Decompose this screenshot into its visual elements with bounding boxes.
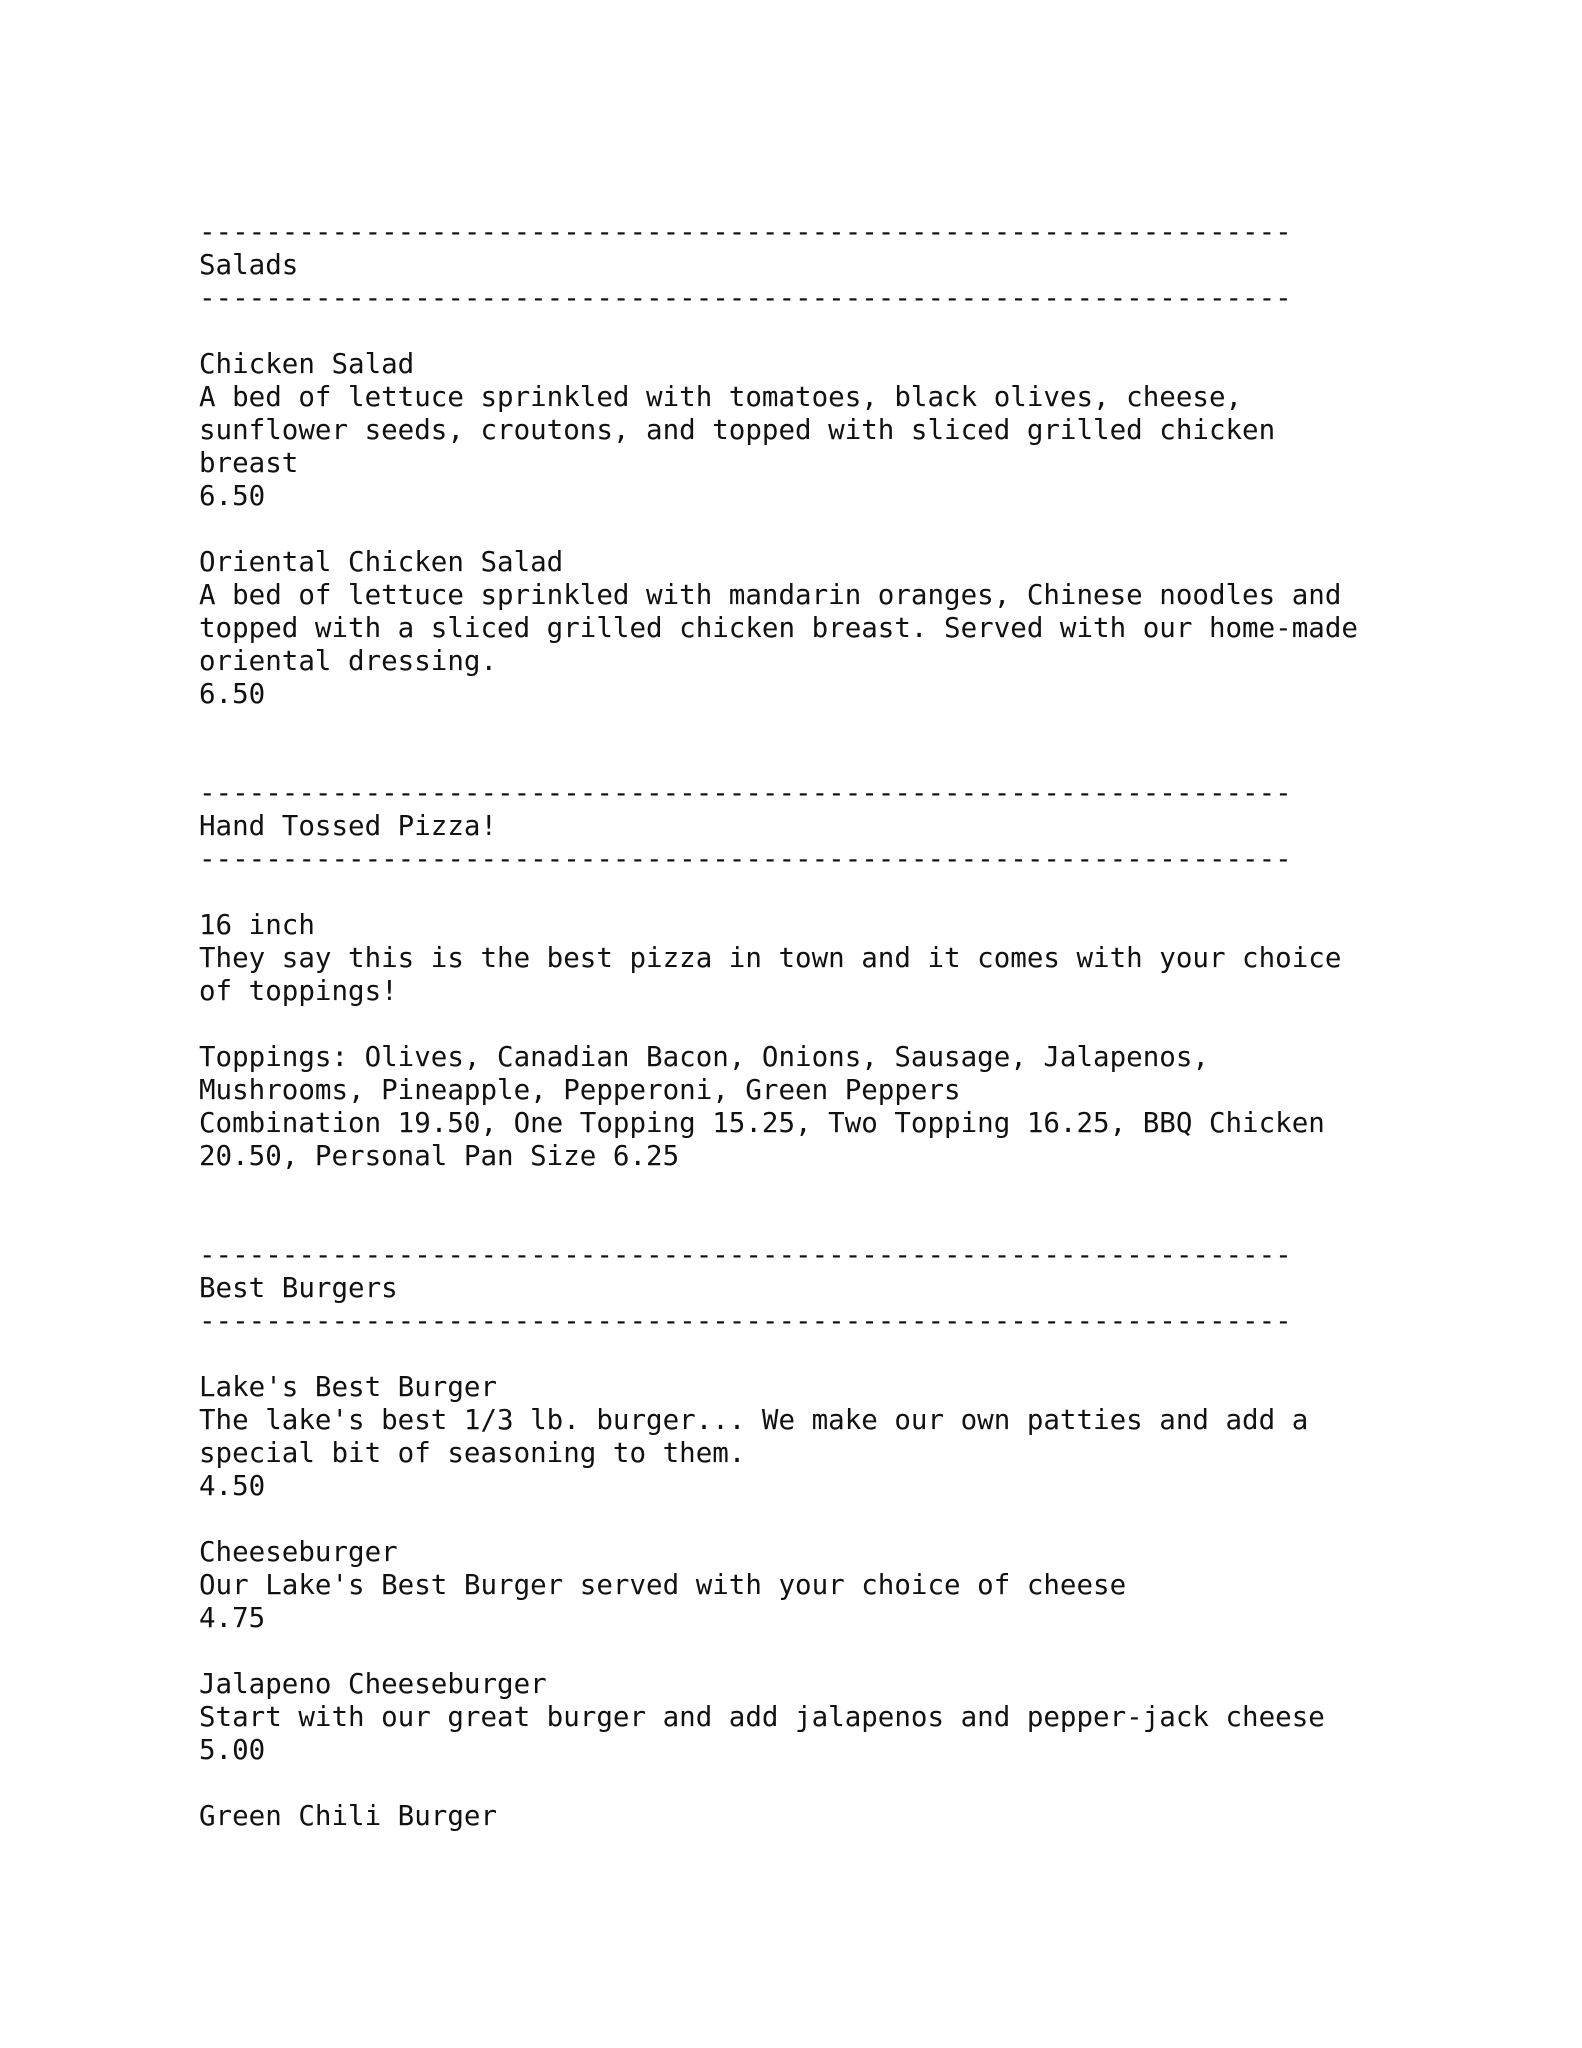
section-title-salads: Salads [199,249,299,281]
item-name: Jalapeno Cheeseburger [199,1668,547,1700]
item-details: Toppings: Olives, Canadian Bacon, Onions, Sausage, Jalapenos, [199,1041,1209,1073]
item-name: Chicken Salad [199,348,415,380]
item-details: Combination 19.50, One Topping 15.25, Two Topping 16.25, BBQ Chicken [199,1107,1325,1139]
item-details: Mushrooms, Pineapple, Pepperoni, Green Peppers [199,1074,961,1106]
item-details: 20.50, Personal Pan Size 6.25 [199,1140,680,1172]
item-description: They say this is the best pizza in town and it comes with your choice [199,942,1342,974]
item-price: 6.50 [199,480,266,512]
item-price: 4.75 [199,1602,266,1634]
item-name: Green Chili Burger [199,1800,498,1832]
item-description: breast [199,447,299,479]
item-price: 4.50 [199,1470,266,1502]
item-description: A bed of lettuce sprinkled with tomatoes, black olives, cheese, [199,381,1243,413]
item-price: 6.50 [199,678,266,710]
item-name: Cheeseburger [199,1536,398,1568]
divider: ------------------------------------------------------------------ [199,282,1292,314]
item-description: A bed of lettuce sprinkled with mandarin oranges, Chinese noodles and [199,579,1342,611]
item-description: Our Lake's Best Burger served with your choice of cheese [199,1569,1127,1601]
divider: ------------------------------------------------------------------ [199,1239,1292,1271]
divider: ------------------------------------------------------------------ [199,216,1292,248]
divider: ------------------------------------------------------------------ [199,1305,1292,1337]
item-name: Oriental Chicken Salad [199,546,564,578]
item-description: Start with our great burger and add jalapenos and pepper-jack cheese [199,1701,1325,1733]
divider: ------------------------------------------------------------------ [199,843,1292,875]
divider: ------------------------------------------------------------------ [199,777,1292,809]
section-title-burgers: Best Burgers [199,1272,398,1304]
menu-document [199,216,1358,1833]
item-description: topped with a sliced grilled chicken breast. Served with our home-made [199,612,1358,644]
item-price: 5.00 [199,1734,266,1766]
item-description: special bit of seasoning to them. [199,1437,746,1469]
section-title-pizza: Hand Tossed Pizza! [199,810,498,842]
item-description: The lake's best 1/3 lb. burger... We make our own patties and add a [199,1404,1309,1436]
item-description: of toppings! [199,975,398,1007]
item-name: Lake's Best Burger [199,1371,498,1403]
item-name: 16 inch [199,909,315,941]
item-description: sunflower seeds, croutons, and topped with sliced grilled chicken [199,414,1276,446]
item-description: oriental dressing. [199,645,498,677]
